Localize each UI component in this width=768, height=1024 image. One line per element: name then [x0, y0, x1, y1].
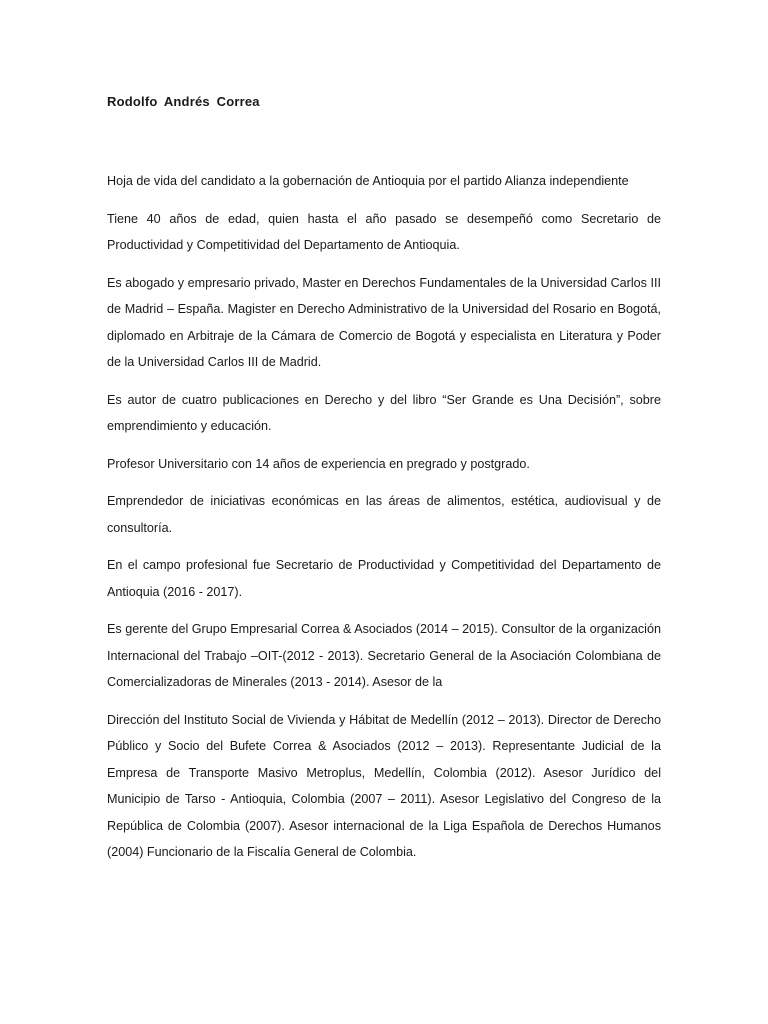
document-body	[107, 168, 661, 866]
paragraph-entrepreneur: Emprendedor de iniciativas económicas en las áreas de alimentos, estética, audiovisual y de consultoría.	[107, 494, 661, 535]
document-title: Rodolfo Andrés Correa	[107, 94, 260, 109]
paragraph-publications: Es autor de cuatro publicaciones en Derecho y del libro “Ser Grande es Una Decisión”, sobre emprendimiento y educación.	[107, 392, 661, 433]
paragraph-professor: Profesor Universitario con 14 años de experiencia en pregrado y postgrado.	[107, 456, 530, 471]
paragraph-secretary: En el campo profesional fue Secretario de Productividad y Competitividad del Departamento de Antioquia (2016 - 2017).	[107, 558, 661, 599]
paragraph-career-1: Es gerente del Grupo Empresarial Correa & Asociados (2014 – 2015). Consultor de la organización Internacional del Trabajo –OIT-(2012 - 2013). Secretario General de la Asociación Colombiana de Comercializadoras de Minerales (2013 - 2014). Asesor de la	[107, 622, 661, 689]
paragraph-age: Tiene 40 años de edad, quien hasta el año pasado se desempeñó como Secretario de Productividad y Competitividad del Departamento de Antioquia.	[107, 211, 661, 252]
paragraph-education: Es abogado y empresario privado, Master en Derechos Fundamentales de la Universidad Carlos III de Madrid – España. Magister en Derecho Administrativo de la Universidad del Rosario en Bogotá, diplomado en Arbitraje de la Cámara de Comercio de Bogotá y especialista en Literatura y Poder de la Universidad Carlos III de Madrid.	[107, 275, 661, 369]
paragraph-intro: Hoja de vida del candidato a la gobernación de Antioquia por el partido Alianza independiente	[107, 174, 629, 188]
paragraph-career-2: Dirección del Instituto Social de Vivienda y Hábitat de Medellín (2012 – 2013). Director de Derecho Público y Socio del Bufete Correa & Asociados (2012 – 2013). Representante Judicial de la Empresa de Transporte Masivo Metroplus, Medellín, Colombia (2012). Asesor Jurídico del Municipio de Tarso - Antioquia, Colombia (2007 – 2011). Asesor Legislativo del Congreso de la República de Colombia (2007). Asesor internacional de la Liga Española de Derechos Humanos (2004) Funcionario de la Fiscalía General de Colombia.	[107, 712, 661, 859]
